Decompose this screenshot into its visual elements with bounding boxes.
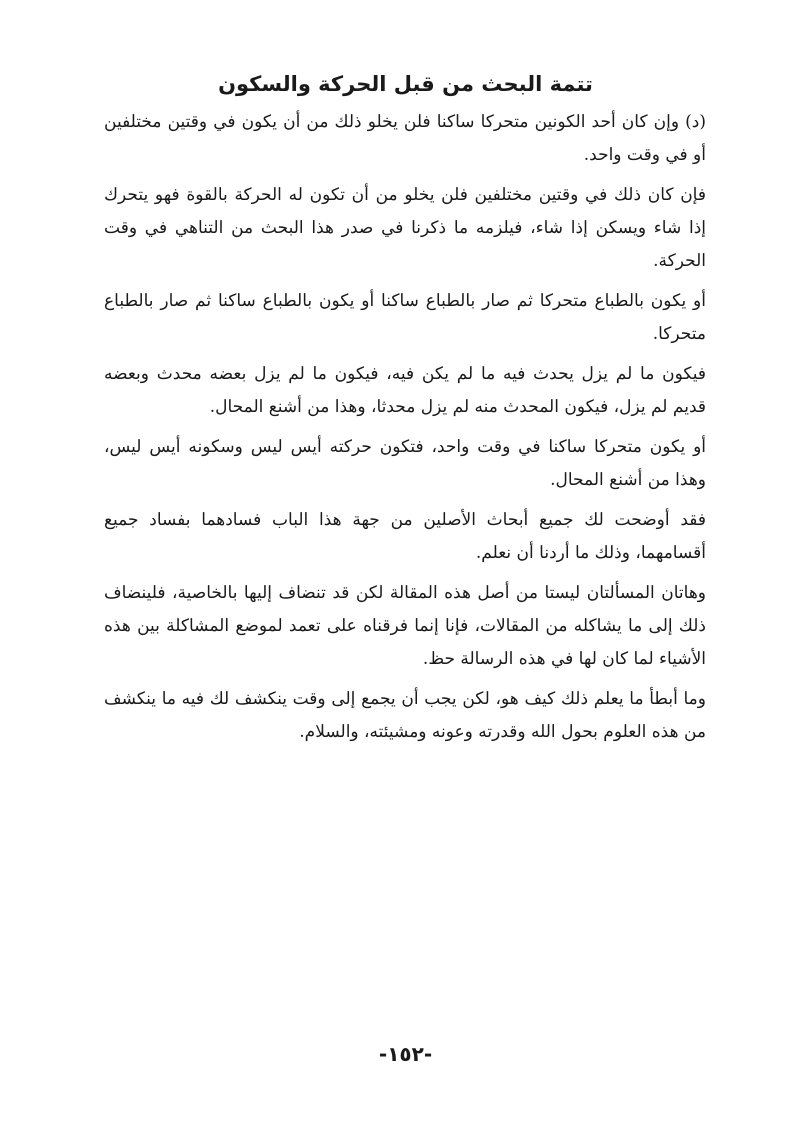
body-text xyxy=(104,106,706,756)
paragraph: وما أبطأ ما يعلم ذلك كيف هو، لكن يجب أن يجمع إلى وقت ينكشف لك فيه ما ينكشف من هذه العلوم بحول الله وقدرته وعونه ومشيئته، والسلام. xyxy=(104,689,706,742)
section-title: تتمة البحث من قبل الحركة والسكون xyxy=(218,72,593,96)
paragraph: فإن كان ذلك في وقتين مختلفين فلن يخلو من أن تكون له الحركة بالقوة فهو يتحرك إذا شاء ويسكن إذا شاء، فيلزمه ما ذكرنا في صدر هذا البحث من التناهي في وقت الحركة. xyxy=(104,185,706,271)
paragraph: وهاتان المسألتان ليستا من أصل هذه المقالة لكن قد تنضاف إليها بالخاصية، فلينضاف ذلك إلى ما يشاكله من المقالات، فإنا إنما فرقناه على تعمد لموضع المشاكلة بين هذه الأشياء لما كان لها في هذه الرسالة حظ. xyxy=(104,583,706,669)
paragraph: فقد أوضحت لك جميع أبحاث الأصلين من جهة هذا الباب فسادهما بفساد جميع أقسامهما، وذلك ما أردنا أن نعلم. xyxy=(104,510,706,563)
paragraph: فيكون ما لم يزل يحدث فيه ما لم يكن فيه، فيكون ما لم يزل بعضه محدث وبعضه قديم لم يزل، فيكون المحدث منه لم يزل محدثا، وهذا من أشنع المحال. xyxy=(104,364,706,417)
paragraph: أو يكون بالطباع متحركا ثم صار بالطباع ساكنا أو يكون بالطباع ساكنا ثم صار بالطباع متحركا. xyxy=(104,291,706,344)
paragraph: أو يكون متحركا ساكنا في وقت واحد، فتكون حركته أيس ليس وسكونه أيس ليس، وهذا من أشنع المحال. xyxy=(104,437,706,490)
page-number: -١٥٢- xyxy=(378,1042,433,1066)
paragraph: (د) وإن كان أحد الكونين متحركا ساكنا فلن يخلو ذلك من أن يكون في وقتين مختلفين أو في وقت واحد. xyxy=(104,112,706,165)
